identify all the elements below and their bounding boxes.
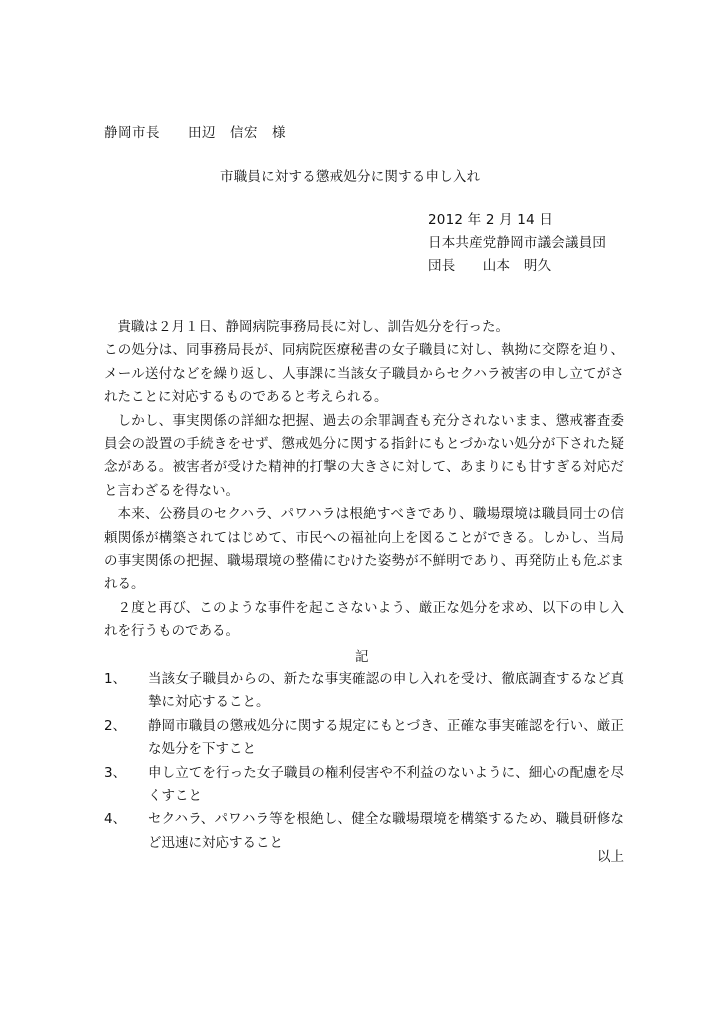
list-item	[104, 668, 624, 715]
body-paragraph: しかし、事実関係の詳細な把握、過去の余罪調査も充分されないまま、懲戒審査委員会の設置の手続きをせず、懲戒処分に関する指針にもとづかない処分が下された疑念がある。被害者が受けた精神的打撃の大きさに対して、あまりにも甘すぎる対応だと言わざるを得ない。	[104, 412, 624, 499]
addressee: 静岡市長 田辺 信宏 様	[104, 125, 286, 141]
closing-mark: 以上	[597, 849, 624, 865]
list-item-text: 静岡市職員の懲戒処分に関する規定にもとづき、正確な事実確認を行い、厳正な処分を下すこと	[148, 717, 624, 758]
document-date: 2012 年 2 月 14 日	[428, 212, 554, 228]
list-item-number: 1、	[104, 671, 127, 687]
list-item	[104, 808, 624, 855]
body-paragraph: 貴職は２月１日、静岡病院事務局長に対し、訓告処分を行った。	[117, 319, 509, 335]
body-paragraph: この処分は、同事務局長が、同病院医療秘書の女子職員に対し、執拗に交際を迫り、メール送付などを繰り返し、人事課に当該女子職員からセクハラ被害の申し立てがされたことに対応するものであると考えられる。	[104, 342, 624, 406]
sender-representative: 団長 山本 明久	[428, 258, 552, 274]
sender-organization: 日本共産党静岡市議会議員団	[428, 235, 607, 251]
list-item-text: 申し立てを行った女子職員の権利侵害や不利益のないように、細心の配慮を尽くすこと	[148, 764, 624, 805]
notes-list	[104, 668, 624, 855]
body-paragraph: ２度と再び、このような事件を起こさないよう、厳正な処分を求め、以下の申し入れを行うものである。	[104, 599, 624, 640]
document-title: 市職員に対する懲戒処分に関する申し入れ	[220, 169, 481, 185]
list-item-text: セクハラ、パワハラ等を根絶し、健全な職場環境を構築するため、職員研修など迅速に対応すること	[148, 811, 624, 851]
list-item-text: 当該女子職員からの、新たな事実確認の申し入れを受け、徹底調査するなど真摯に対応すること。	[148, 671, 624, 711]
list-item-number: 2、	[104, 717, 127, 734]
list-item-number: 4、	[104, 811, 127, 828]
notes-heading: 記	[355, 649, 369, 665]
list-item-number: 3、	[104, 764, 127, 781]
list-item	[104, 762, 624, 809]
body-text	[104, 316, 624, 644]
body-paragraph: 本来、公務員のセクハラ、パワハラは根絶すべきであり、職場環境は職員同士の信頼関係が構築されてはじめて、市民への福祉向上を図ることができる。しかし、当局の事実関係の把握、職場環境の整備にむけた姿勢が不鮮明であり、再発防止も危ぶまれる。	[104, 506, 624, 593]
list-item	[104, 715, 624, 762]
